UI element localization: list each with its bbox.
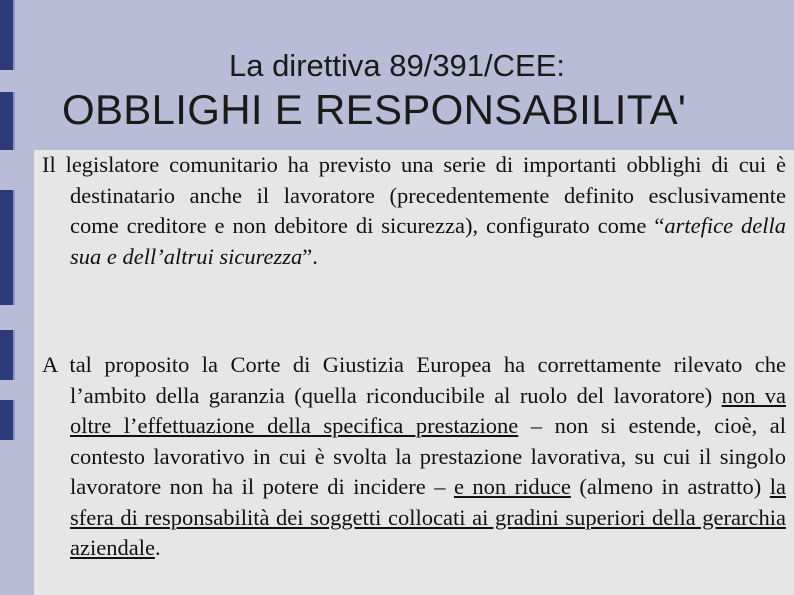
text-run-underlined: e non riduce <box>453 474 571 499</box>
text-run: . <box>154 535 161 560</box>
text-run: (almeno in astratto) <box>570 474 770 499</box>
slide-body <box>34 150 794 595</box>
slide-header <box>0 0 794 150</box>
text-run-italic: artefice della sua e dell’altrui sicurezza <box>70 213 786 269</box>
text-run: A tal proposito la Corte di Giustizia Europea ha correttamente rilevato che l’ambito della garanzia (quella riconducibile al ruolo del lavoratore) <box>42 352 786 408</box>
text-run: lavoratore <box>283 182 375 208</box>
slide-subtitle: La direttiva 89/391/CEE: <box>228 48 566 83</box>
decorative-bar <box>0 190 15 305</box>
text-run: (precedentemente definito esclusivamente come creditore e non debitore di sicurezza), configurato come “ <box>70 182 786 238</box>
slide-title: OBBLIGHI E RESPONSABILITA' <box>62 86 687 133</box>
paragraph-2 <box>42 350 786 564</box>
text-run: Il legislatore comunitario ha previsto una serie di importanti obblighi di cui è destinatario anche il <box>42 152 786 208</box>
text-run-underlined: non va oltre l’effettuazione della specifica prestazione <box>70 382 786 438</box>
text-run: ”. <box>302 243 318 269</box>
paragraph-1 <box>42 150 786 272</box>
text-run-underlined: la sfera di responsabilità dei soggetti collocati ai gradini superiori della gerarchia aziendale <box>70 474 786 560</box>
decorative-bar <box>0 400 15 440</box>
decorative-bar <box>0 330 15 380</box>
text-run: – non si estende, cioè, al contesto lavorativo in cui è svolta la prestazione lavorativa, su cui il singolo lavoratore non ha il potere di incidere – <box>70 413 786 499</box>
